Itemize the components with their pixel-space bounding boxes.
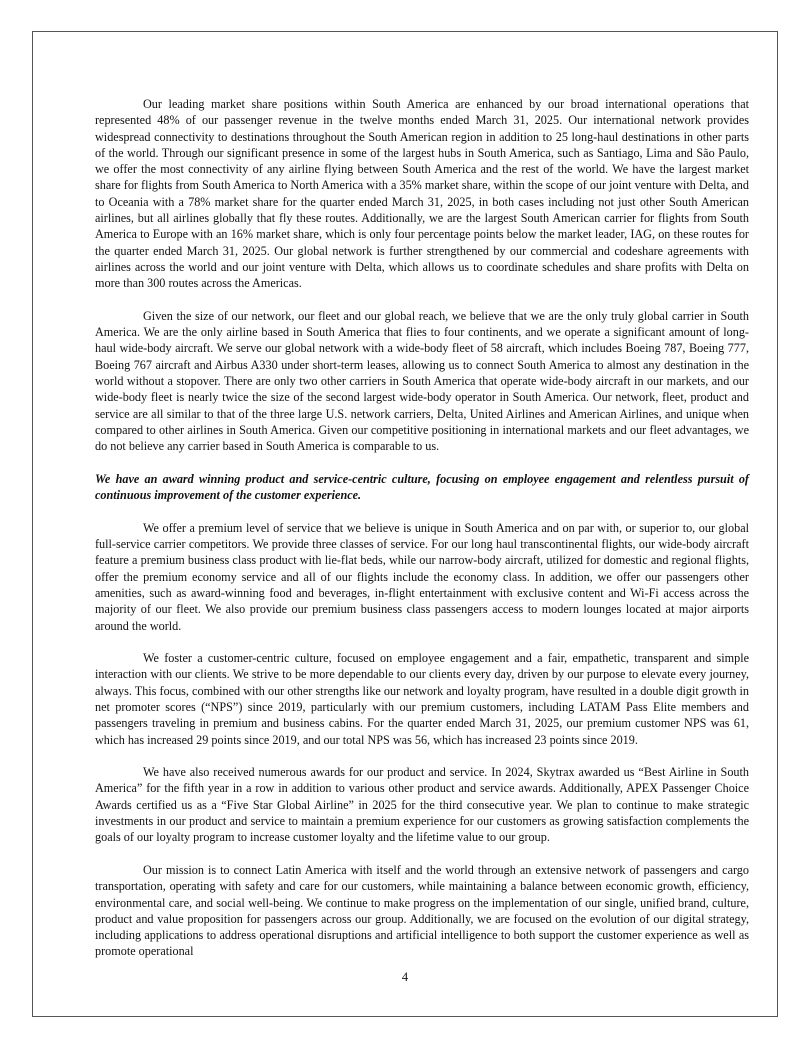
paragraph-market-share: Our leading market share positions within South America are enhanced by our broad international operations that represented 48% of our passenger revenue in the twelve months ended March 31, 2025. Our international network provides widespread connectivity to destinations throughout the South American region in addition to 25 long-haul destinations in other parts of the world. Through our significant presence in some of the largest hubs in South America, such as Santiago, Lima and São Paulo, we offer the most connectivity of any airline flying between South America and the rest of the world. We have the largest market share for flights from South America to North America with a 35% market share, within the scope of our joint venture with Delta, and to Oceania with a 78% market share for the quarter ended March 31, 2025, in both cases including not just other South American airlines, but all airlines globally that fly these routes. Additionally, we are the largest South American carrier for flights from South America to Europe with an 16% market share, which is only four percentage points below the market leader, IAG, on these routes for the quarter ended March 31, 2025. Our global network is further strengthened by our commercial and codeshare agreements with airlines across the world and our joint venture with Delta, which allows us to coordinate schedules and share profits with Delta on more than 300 routes across the Americas. <box>95 97 749 291</box>
paragraph-mission: Our mission is to connect Latin America with itself and the world through an extensive network of passengers and cargo transportation, operating with safety and care for our customers, while maintaining a balance between economic growth, efficiency, environmental care, and social well-being. We continue to make progress on the implementation of our single, unified brand, culture, product and value proposition for passengers across our group. Additionally, we are focused on the evolution of our digital strategy, including applications to address operational disruptions and artificial intelligence to both support the customer experience as well as promote operational <box>95 862 749 959</box>
paragraph-awards: We have also received numerous awards for our product and service. In 2024, Skytrax awarded us “Best Airline in South America” for the fifth year in a row in addition to various other product and service awards. Additionally, APEX Passenger Choice Awards certified us as a “Five Star Global Airline” in 2025 for the third consecutive year. We plan to continue to make strategic investments in our product and service to maintain a premium experience for our customers as growing satisfaction complements the goals of our loyalty program to increase customer loyalty and the lifetime value to our group. <box>95 765 749 845</box>
page-number: 4 <box>401 970 409 984</box>
paragraph-global-carrier: Given the size of our network, our fleet and our global reach, we believe that we are the only truly global carrier in South America. We are the only airline based in South America that flies to four continents, and we operate a significant amount of long-haul wide-body aircraft. We serve our global network with a wide-body fleet of 58 aircraft, which includes Boeing 787, Boeing 777, Boeing 767 aircraft and Airbus A330 under short-term leases, allowing us to connect South America to almost any destination in the world without a stopover. There are only two other carriers in South America that operate wide-body aircraft in our markets, and our wide-body fleet is nearly twice the size of the second largest wide-body operator in South America. Our network, fleet, product and service are all similar to that of the three large U.S. network carriers, Delta, United Airlines and American Airlines, and unique when compared to other airlines in South America. Given our competitive positioning in international markets and our fleet advantages, we do not believe any carrier based in South America is comparable to us. <box>95 308 749 454</box>
paragraph-premium-service: We offer a premium level of service that we believe is unique in South America and on par with, or superior to, our global full-service carrier competitors. We provide three classes of service. For our long haul transcontinental flights, our wide-body aircraft feature a premium business class product with lie-flat beds, while our narrow-body aircraft, utilized for domestic and regional flights, offer the premium economy service and all of our flights include the economy class. In addition, we offer our passengers other amenities, such as award-winning food and beverages, in-flight entertainment with exclusive content and Wi-Fi access across the majority of our fleet. We also provide our premium business class passengers access to modern lounges located at major airports around the world. <box>95 520 749 633</box>
document-page <box>32 31 778 1017</box>
paragraph-customer-culture: We foster a customer-centric culture, focused on employee engagement and a fair, empathetic, transparent and simple interaction with our clients. We strive to be more dependable to our clients every day, driven by our purpose to elevate every journey, always. This focus, combined with our other strengths like our network and loyalty program, have resulted in a double digit growth in net promoter scores (“NPS”) since 2019, particularly with our premium customers, including LATAM Pass Elite members and passengers traveling in premium and business cabins. For the quarter ended March 31, 2025, our premium customer NPS was 61, which has increased 29 points since 2019, and our total NPS was 56, which has increased 23 points since 2019. <box>95 651 749 747</box>
page-body <box>95 96 749 976</box>
section-heading: We have an award winning product and service-centric culture, focusing on employee engagement and relentless pursuit of continuous improvement of the customer experience. <box>95 471 749 503</box>
